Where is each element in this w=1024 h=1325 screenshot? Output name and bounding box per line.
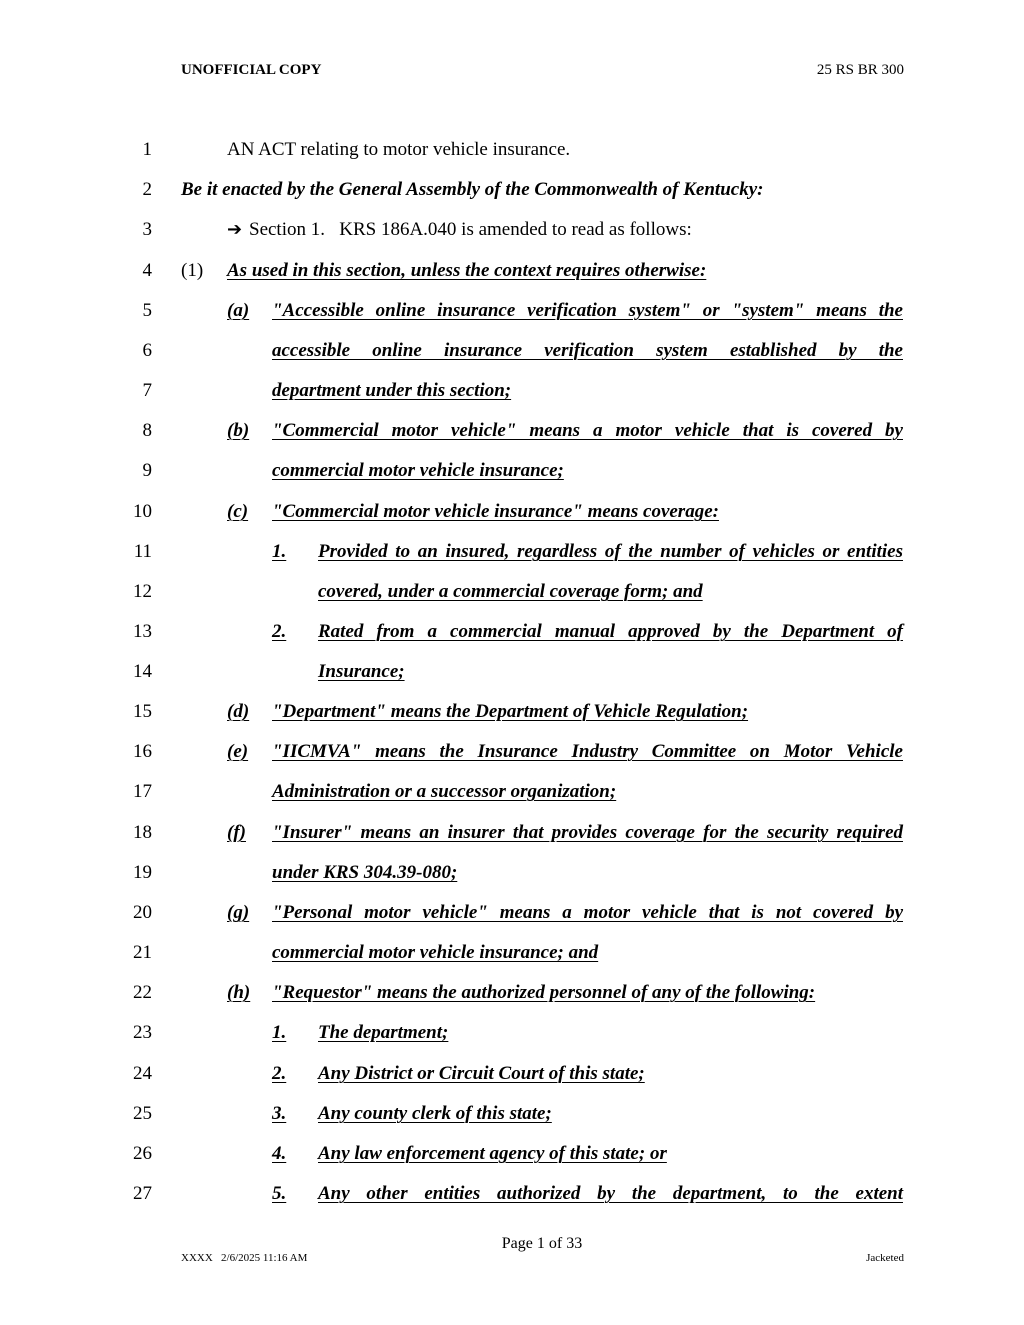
line-17 [0, 779, 1024, 805]
subparagraph-mark: 3. [272, 1103, 287, 1124]
line-19 [0, 860, 1024, 886]
bill-title: AN ACT relating to motor vehicle insurance. [227, 139, 571, 160]
line-14 [0, 659, 1024, 685]
subparagraph-mark: 2. [272, 621, 287, 642]
line-number: 27 [133, 1183, 152, 1204]
paragraph-mark: (b) [227, 420, 250, 441]
section-heading: Section 1. KRS 186A.040 is amended to read as follows: [249, 219, 692, 240]
line-number: 10 [133, 501, 152, 522]
paragraph-mark: (f) [227, 822, 246, 843]
line-number: 7 [142, 380, 152, 401]
line-number: 26 [133, 1143, 152, 1164]
line-number: 23 [133, 1022, 152, 1043]
footer-timestamp: XXXX 2/6/2025 11:16 AM [181, 1252, 308, 1264]
inserted-text: The department; [318, 1022, 449, 1043]
line-26 [0, 1141, 1024, 1167]
jacketed-label: Jacketed [866, 1252, 904, 1264]
inserted-text: Any law enforcement agency of this state; or [318, 1143, 667, 1164]
line-15 [0, 699, 1024, 725]
line-number: 14 [133, 661, 152, 682]
line-number: 25 [133, 1103, 152, 1124]
line-13 [0, 619, 1024, 645]
line-4 [0, 258, 1024, 284]
line-number: 8 [142, 420, 152, 441]
inserted-text: "Department" means the Department of Vehicle Regulation; [272, 701, 749, 722]
inserted-text: department under this section; [272, 380, 512, 401]
inserted-text: "Requestor" means the authorized personnel of any of the following: [272, 982, 816, 1003]
inserted-text: commercial motor vehicle insurance; and [272, 942, 599, 963]
line-16 [0, 739, 1024, 765]
subparagraph-mark: 4. [272, 1143, 287, 1164]
inserted-text: As used in this section, unless the context requires otherwise: [227, 260, 707, 281]
inserted-text: "Insurer" means an insurer that provides coverage for the security required [272, 822, 903, 843]
inserted-text: Any county clerk of this state; [318, 1103, 552, 1124]
line-8 [0, 418, 1024, 444]
line-12 [0, 579, 1024, 605]
line-1 [0, 137, 1024, 163]
page-number: Page 1 of 33 [501, 1235, 583, 1252]
paragraph-mark: (h) [227, 982, 251, 1003]
subsection-mark: (1) [181, 260, 204, 281]
line-number: 17 [133, 781, 152, 802]
subparagraph-mark: 1. [272, 541, 287, 562]
line-18 [0, 820, 1024, 846]
line-number: 12 [133, 581, 152, 602]
line-number: 9 [142, 460, 152, 481]
inserted-text: Insurance; [318, 661, 405, 682]
line-number: 11 [133, 541, 152, 562]
line-22 [0, 980, 1024, 1006]
inserted-text: Any other entities authorized by the department, to the extent [318, 1183, 903, 1204]
inserted-text: accessible online insurance verification system established by the [272, 340, 903, 361]
line-6 [0, 338, 1024, 364]
arrow-right-icon: ➔ [227, 219, 243, 240]
line-number: 19 [133, 862, 152, 883]
line-number: 5 [142, 300, 152, 321]
paragraph-mark: (e) [227, 741, 249, 762]
line-11 [0, 539, 1024, 565]
paragraph-mark: (c) [227, 501, 249, 522]
inserted-text: "Commercial motor vehicle" means a motor vehicle that is covered by [272, 420, 903, 441]
inserted-text: "Commercial motor vehicle insurance" means coverage: [272, 501, 719, 522]
inserted-text: "IICMVA" means the Insurance Industry Committee on Motor Vehicle [272, 741, 903, 762]
inserted-text: Any District or Circuit Court of this state; [318, 1063, 645, 1084]
line-20 [0, 900, 1024, 926]
line-24 [0, 1061, 1024, 1087]
line-number: 2 [142, 179, 152, 200]
line-number: 21 [133, 942, 152, 963]
line-number: 22 [133, 982, 152, 1003]
paragraph-mark: (g) [227, 902, 250, 923]
inserted-text: under KRS 304.39-080; [272, 862, 458, 883]
line-number: 24 [133, 1063, 152, 1084]
line-number: 18 [133, 822, 152, 843]
line-25 [0, 1101, 1024, 1127]
line-number: 6 [142, 340, 152, 361]
line-27 [0, 1181, 1024, 1207]
inserted-text: commercial motor vehicle insurance; [272, 460, 564, 481]
line-10 [0, 499, 1024, 525]
line-number: 13 [133, 621, 152, 642]
inserted-text: covered, under a commercial coverage form; and [318, 581, 703, 602]
line-2 [0, 177, 1024, 203]
line-number: 3 [142, 219, 152, 240]
unofficial-copy-label: UNOFFICIAL COPY [181, 62, 322, 78]
line-7 [0, 378, 1024, 404]
enacting-clause: Be it enacted by the General Assembly of the Commonwealth of Kentucky: [181, 179, 764, 200]
subparagraph-mark: 1. [272, 1022, 287, 1043]
paragraph-mark: (d) [227, 701, 250, 722]
line-number: 20 [133, 902, 152, 923]
line-5 [0, 298, 1024, 324]
inserted-text: Rated from a commercial manual approved by the Department of [318, 621, 903, 642]
line-3 [0, 217, 1024, 243]
inserted-text: Provided to an insured, regardless of the number of vehicles or entities [318, 541, 903, 562]
line-21 [0, 940, 1024, 966]
subparagraph-mark: 2. [272, 1063, 287, 1084]
paragraph-mark: (a) [227, 300, 250, 321]
line-9 [0, 458, 1024, 484]
line-number: 15 [133, 701, 152, 722]
line-23 [0, 1020, 1024, 1046]
inserted-text: "Personal motor vehicle" means a motor vehicle that is not covered by [272, 902, 903, 923]
subparagraph-mark: 5. [272, 1183, 287, 1204]
inserted-text: "Accessible online insurance verification system" or "system" means the [272, 300, 903, 321]
line-number: 1 [142, 139, 152, 160]
line-number: 4 [142, 260, 152, 281]
line-number: 16 [133, 741, 152, 762]
inserted-text: Administration or a successor organization; [272, 781, 617, 802]
bill-request-number: 25 RS BR 300 [816, 62, 904, 78]
